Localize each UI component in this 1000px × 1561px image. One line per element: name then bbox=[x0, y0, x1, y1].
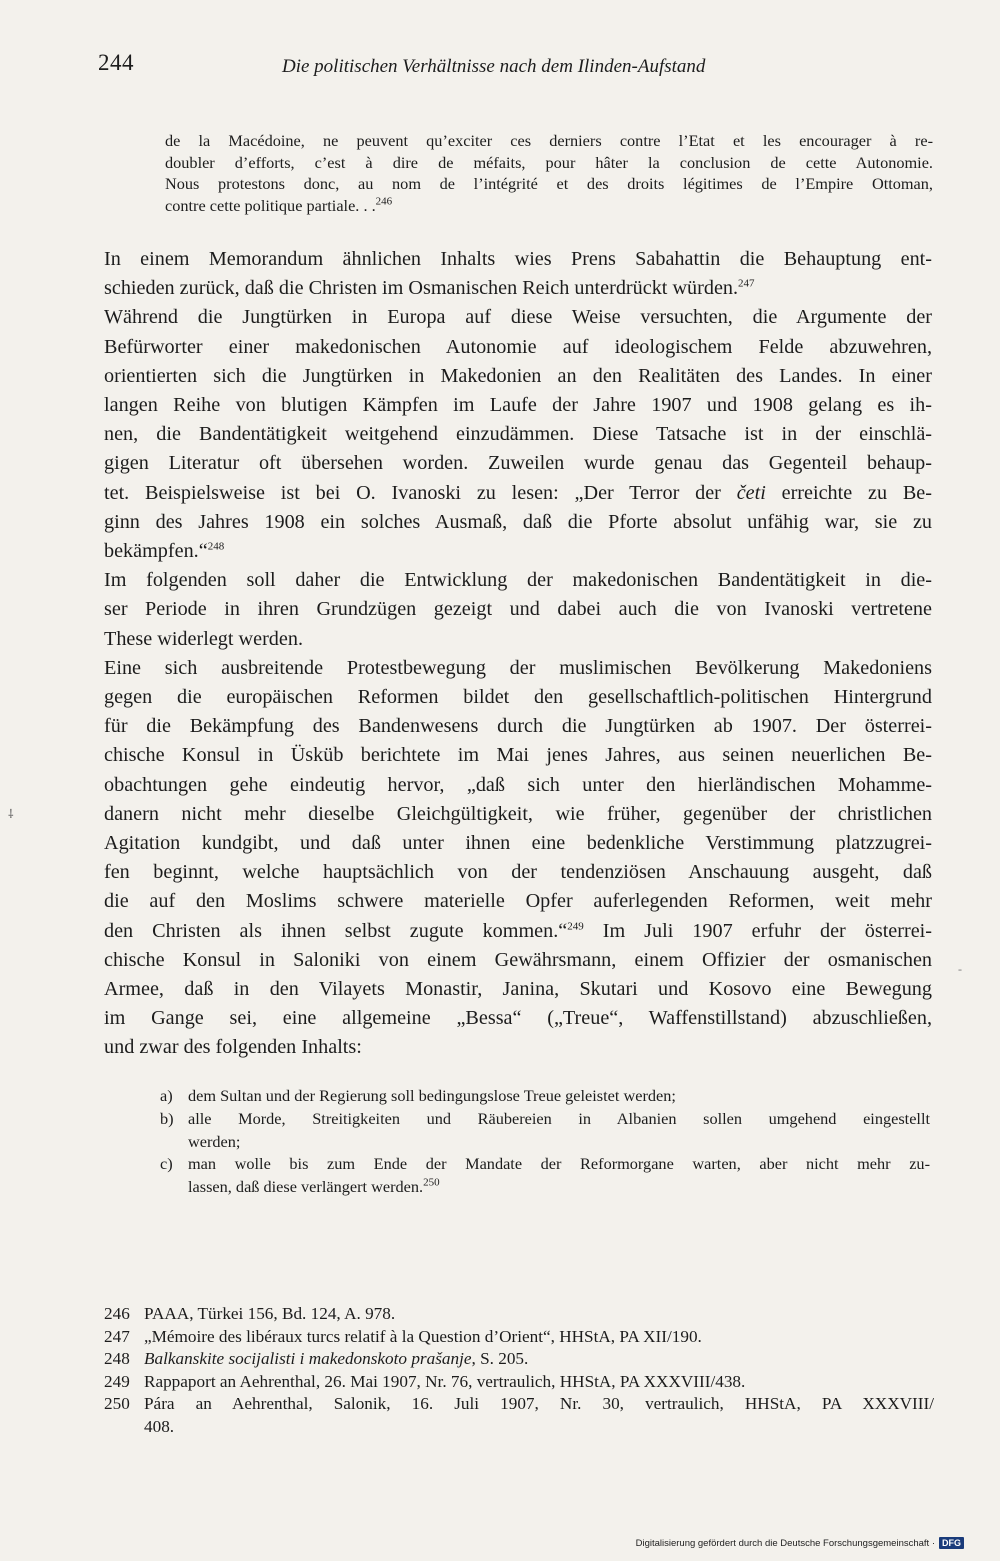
quote-line bbox=[165, 195, 933, 217]
footnote-number: 248 bbox=[104, 1349, 130, 1368]
margin-mark: - bbox=[958, 962, 962, 976]
text-segment: bekämpfen.“ bbox=[104, 540, 208, 563]
text-line: Eine sich ausbreitende Protestbewegung der muslimischen Bevölkerung Makedoniens bbox=[104, 656, 932, 679]
footnote-number: 246 bbox=[104, 1304, 130, 1323]
text-line: 408. bbox=[144, 1416, 175, 1436]
text-line: chische Konsul in Saloniki von einem Gewährsmann, einem Offizier der osmanischen bbox=[104, 948, 932, 971]
text-segment: , S. 205. bbox=[471, 1349, 529, 1368]
quote-line: Nous protestons donc, au nom de l’intégrité et des droits légitimes de l’Empire Ottoman, bbox=[165, 174, 933, 193]
footnote-text: Rappaport an Aehrenthal, 26. Mai 1907, Nr. 76, vertraulich, HHStA, PA XXXVIII/438. bbox=[144, 1371, 746, 1391]
list-item-text bbox=[188, 1108, 930, 1154]
list-item-text bbox=[188, 1085, 930, 1108]
text-line bbox=[188, 1176, 930, 1199]
text-segment: lassen, daß diese verlängert werden. bbox=[188, 1177, 424, 1197]
footnote bbox=[104, 1348, 934, 1371]
footnote-number: 247 bbox=[104, 1326, 130, 1346]
footnote-text bbox=[144, 1348, 934, 1371]
text-line: fen beginnt, welche hauptsächlich von der tendenziösen Anschauung ausgeht, daß bbox=[104, 861, 932, 884]
footnote-number: 250 bbox=[104, 1394, 130, 1413]
footnote-ref: 249 bbox=[567, 919, 584, 932]
text-line: Während die Jungtürken in Europa auf diese Weise versuchten, die Argumente der bbox=[104, 306, 932, 329]
digitization-credit bbox=[636, 1537, 964, 1549]
footnote-ref: 246 bbox=[375, 195, 393, 208]
block-quote bbox=[165, 130, 933, 216]
footnotes bbox=[104, 1303, 934, 1438]
list-marker: c) bbox=[160, 1154, 173, 1174]
footnote bbox=[104, 1371, 934, 1394]
footnote-text: „Mémoire des libéraux turcs relatif à la Question d’Orient“, HHStA, PA XII/190. bbox=[144, 1326, 702, 1346]
text-line: obachtungen gehe eindeutig hervor, „daß sich unter den hierländischen Mohamme- bbox=[104, 773, 932, 796]
text-line: In einem Memorandum ähnlichen Inhalts wies Prens Sabahattin die Behauptung ent- bbox=[104, 248, 932, 270]
text-line: die auf den Moslims schwere materielle Opfer auferlegenden Reformen, weit mehr bbox=[104, 890, 932, 913]
main-text bbox=[104, 245, 932, 1063]
footnote-ref: 247 bbox=[738, 277, 755, 290]
footnote bbox=[104, 1303, 934, 1326]
text-line: werden; bbox=[188, 1131, 241, 1151]
text-line: langen Reihe von blutigen Kämpfen im Laufe der Jahre 1907 und 1908 gelang es ih- bbox=[104, 394, 932, 417]
list-marker: b) bbox=[160, 1108, 174, 1128]
quote-line: de la Macédoine, ne peuvent qu’exciter ces derniers contre l’Etat et les encourager à re- bbox=[165, 131, 933, 150]
text-line: gegen die europäischen Reformen bildet den gesellschaftlich-politischen Hintergrund bbox=[104, 686, 932, 709]
text-line bbox=[104, 479, 932, 508]
text-line: Pára an Aehrenthal, Salonik, 16. Juli 1907, Nr. 30, vertraulich, HHStA, PA XXXVIII/ bbox=[144, 1394, 934, 1413]
list-item bbox=[160, 1108, 930, 1154]
enumerated-list bbox=[160, 1085, 930, 1199]
text-segment: den Christen als ihnen selbst zugute kommen.“ bbox=[104, 919, 568, 942]
list-marker: a) bbox=[160, 1086, 173, 1105]
text-segment: erreichte zu Be- bbox=[765, 481, 932, 504]
text-line: nen, die Bandentätigkeit weitgehend einzudämmen. Diese Tatsache ist in der einschlä- bbox=[104, 423, 932, 446]
text-segment: Im Juli 1907 erfuhr der österrei- bbox=[583, 919, 932, 942]
text-line: und zwar des folgenden Inhalts: bbox=[104, 1036, 362, 1059]
footnote-text bbox=[144, 1393, 934, 1438]
list-item-text bbox=[188, 1153, 930, 1199]
text-line: alle Morde, Streitigkeiten und Räubereien in Albanien sollen umgehend eingestellt bbox=[188, 1108, 930, 1128]
italic-term: četi bbox=[736, 481, 766, 504]
text-line: Im folgenden soll daher die Entwicklung der makedonischen Bandentätigkeit in die- bbox=[104, 569, 932, 592]
text-line: danern nicht mehr dieselbe Gleichgültigkeit, wie früher, gegenüber der christlichen bbox=[104, 802, 932, 825]
text-line: These widerlegt werden. bbox=[104, 627, 303, 650]
text-line: Befürworter einer makedonischen Autonomie auf ideologischem Felde abzuwehren, bbox=[104, 335, 932, 358]
text-line: Armee, daß in den Vilayets Monastir, Janina, Skutari und Kosovo eine Bewegung bbox=[104, 978, 932, 1001]
quote-line: doubler d’efforts, c’est à dire de méfaits, pour hâter la conclusion de cette Autonomie. bbox=[165, 152, 933, 172]
text-line: ser Periode in ihren Grundzügen gezeigt und dabei auch die von Ivanoski vertretene bbox=[104, 598, 932, 621]
page-number: 244 bbox=[98, 50, 134, 75]
text-line bbox=[104, 537, 932, 566]
quote-line-text: contre cette politique partiale. . . bbox=[165, 195, 376, 215]
text-line: gigen Literatur oft übersehen worden. Zuweilen wurde genau das Gegenteil behaup- bbox=[104, 452, 932, 475]
text-line bbox=[104, 274, 932, 303]
margin-mark: ⸸ bbox=[8, 807, 14, 821]
text-line: im Gange sei, eine allgemeine „Bessa“ („Treue“, Waffenstillstand) abzuschließen, bbox=[104, 1007, 932, 1030]
footnote-text: PAAA, Türkei 156, Bd. 124, A. 978. bbox=[144, 1304, 396, 1323]
text-line: für die Bekämpfung des Bandenwesens durch die Jungtürken ab 1907. Der österrei- bbox=[104, 715, 932, 738]
text-line bbox=[104, 917, 932, 946]
italic-title: Balkanskite socijalisti i makedonskoto prašanje bbox=[144, 1349, 472, 1368]
text-segment: tet. Beispielsweise ist bei O. Ivanoski zu lesen: „Der Terror der bbox=[104, 481, 737, 504]
text-line: Agitation kundgibt, und daß unter ihnen eine bedenkliche Verstimmung platzzugrei- bbox=[104, 832, 932, 855]
list-item bbox=[160, 1085, 930, 1108]
text-line: dem Sultan und der Regierung soll bedingungslose Treue geleistet werden; bbox=[188, 1086, 676, 1105]
text-line: chische Konsul in Üsküb berichtete im Mai jenes Jahres, aus seinen neuerlichen Be- bbox=[104, 744, 932, 767]
dfg-logo-icon: DFG bbox=[939, 1537, 964, 1549]
text-line-content: schieden zurück, daß die Christen im Osmanischen Reich unterdrückt würden. bbox=[104, 277, 739, 300]
footnote-ref: 248 bbox=[207, 540, 225, 553]
credit-text: Digitalisierung gefördert durch die Deutsche Forschungsgemeinschaft · bbox=[635, 1537, 935, 1549]
footnote-ref: 250 bbox=[423, 1176, 440, 1189]
running-title: Die politischen Verhältnisse nach dem Ilinden-Aufstand bbox=[282, 56, 706, 77]
footnote-number: 249 bbox=[104, 1371, 130, 1391]
text-line: orientierten sich die Jungtürken in Makedonien an den Realitäten des Landes. In einer bbox=[104, 364, 932, 387]
footnote bbox=[104, 1326, 934, 1349]
list-item bbox=[160, 1153, 930, 1199]
footnote bbox=[104, 1393, 934, 1438]
text-line: ginn des Jahres 1908 ein solches Ausmaß, daß die Pforte absolut unfähig war, sie zu bbox=[104, 510, 932, 533]
text-line: man wolle bis zum Ende der Mandate der Reformorgane warten, aber nicht mehr zu- bbox=[188, 1154, 930, 1174]
